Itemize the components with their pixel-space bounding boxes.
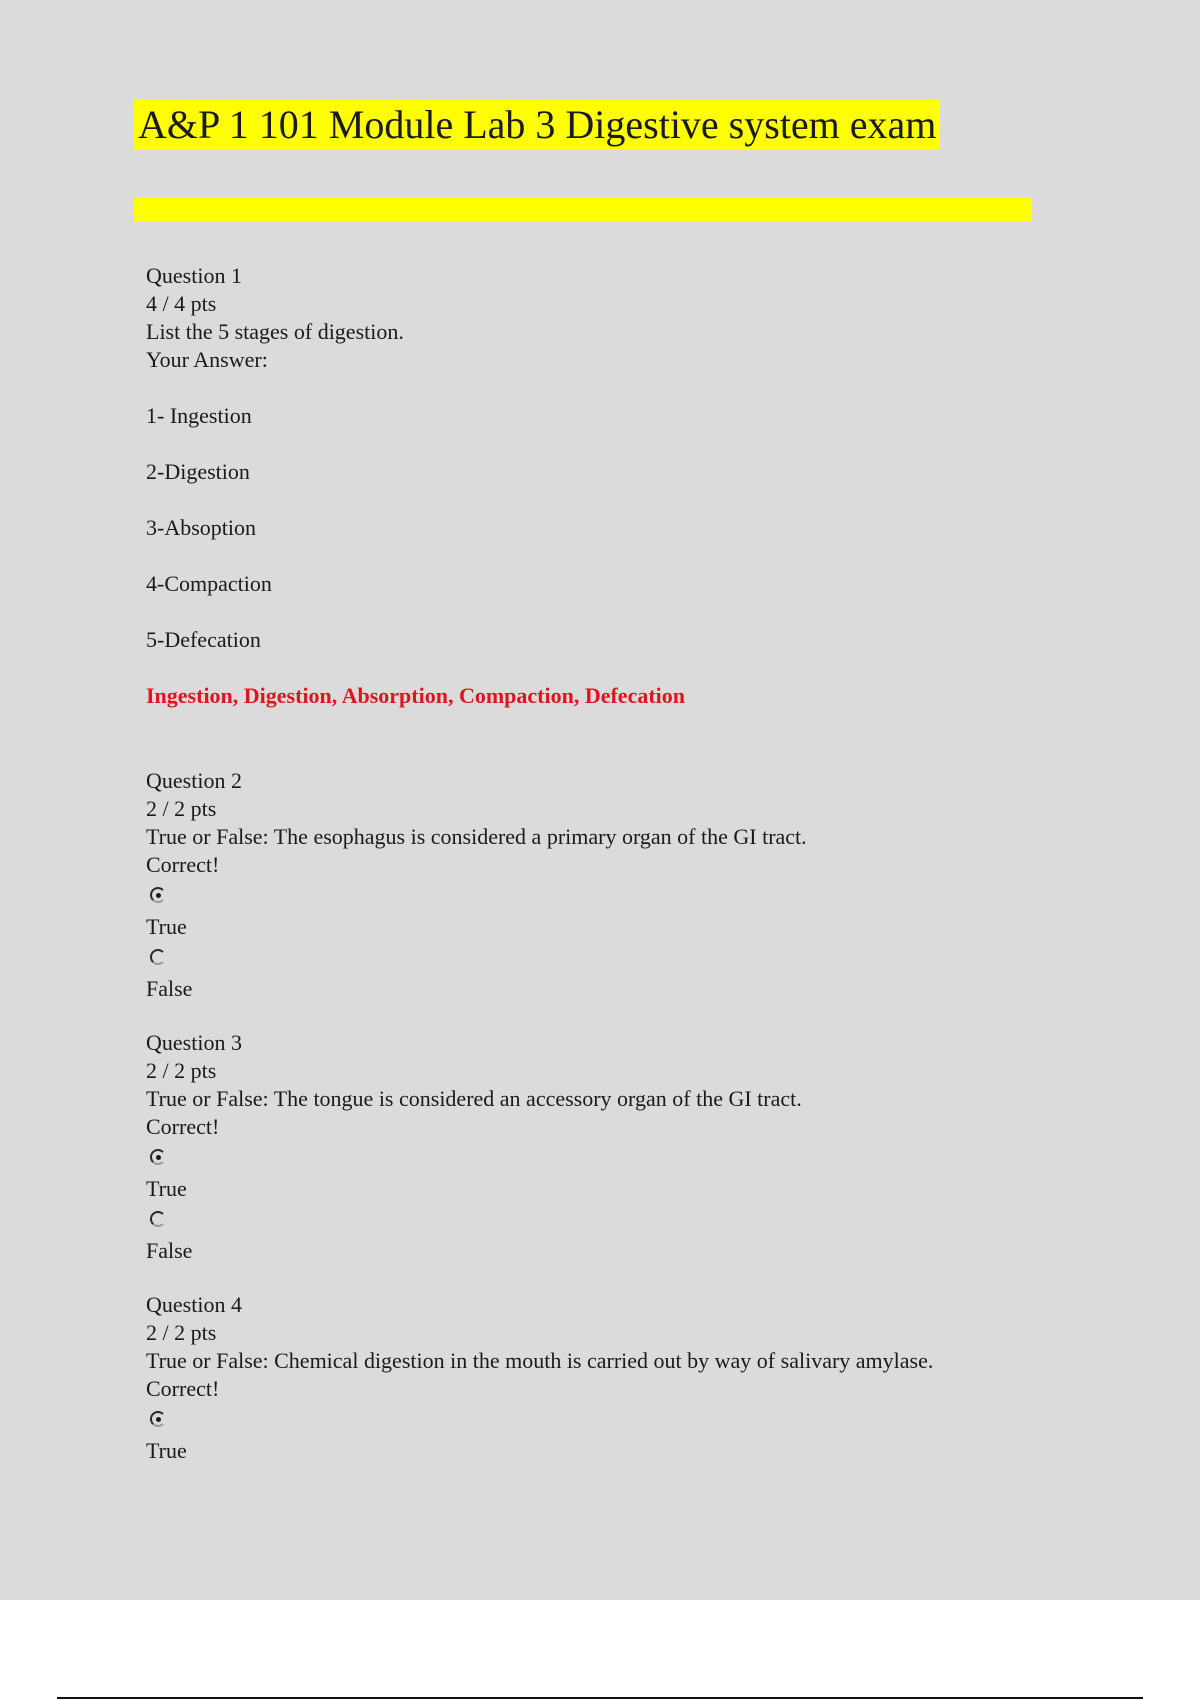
radio-true-selected-icon[interactable] bbox=[150, 1411, 166, 1427]
question-4 bbox=[146, 1291, 1146, 1465]
feedback-correct: Correct! bbox=[146, 1376, 220, 1401]
radio-false-icon[interactable] bbox=[150, 949, 166, 965]
question-points: 2 / 2 pts bbox=[146, 1058, 217, 1083]
question-prompt: True or False: The tongue is considered an accessory organ of the GI tract. bbox=[146, 1086, 802, 1111]
question-heading: Question 3 bbox=[146, 1030, 242, 1055]
question-3 bbox=[146, 1029, 1146, 1265]
radio-true-selected-icon[interactable] bbox=[150, 1149, 166, 1165]
answer-stage-1: 1- Ingestion bbox=[146, 403, 252, 428]
question-heading: Question 2 bbox=[146, 768, 242, 793]
correct-answer-text: Ingestion, Digestion, Absorption, Compaction, Defecation bbox=[146, 683, 686, 708]
question-1 bbox=[146, 262, 1146, 710]
question-points: 2 / 2 pts bbox=[146, 796, 217, 821]
question-prompt: True or False: The esophagus is considered a primary organ of the GI tract. bbox=[146, 824, 807, 849]
option-true-label: True bbox=[146, 1176, 187, 1201]
option-true-label: True bbox=[146, 1438, 187, 1463]
radio-false-icon[interactable] bbox=[150, 1211, 166, 1227]
feedback-correct: Correct! bbox=[146, 852, 220, 877]
option-false-label: False bbox=[146, 976, 193, 1001]
question-points: 4 / 4 pts bbox=[146, 291, 217, 316]
question-prompt: True or False: Chemical digestion in the mouth is carried out by way of salivary amylase. bbox=[146, 1348, 934, 1373]
highlight-bar bbox=[134, 197, 1032, 222]
question-2 bbox=[146, 767, 1146, 1003]
footer-divider bbox=[57, 1697, 1143, 1699]
option-false-label: False bbox=[146, 1238, 193, 1263]
exam-content bbox=[146, 262, 1146, 1473]
question-points: 2 / 2 pts bbox=[146, 1320, 217, 1345]
question-heading: Question 4 bbox=[146, 1292, 242, 1317]
option-true-label: True bbox=[146, 914, 187, 939]
question-heading: Question 1 bbox=[146, 263, 242, 288]
page-title: A&P 1 101 Module Lab 3 Digestive system exam bbox=[134, 100, 940, 150]
your-answer-label: Your Answer: bbox=[146, 347, 268, 372]
feedback-correct: Correct! bbox=[146, 1114, 220, 1139]
answer-stage-5: 5-Defecation bbox=[146, 627, 261, 652]
answer-stage-2: 2-Digestion bbox=[146, 459, 250, 484]
radio-true-selected-icon[interactable] bbox=[150, 887, 166, 903]
answer-stage-4: 4-Compaction bbox=[146, 571, 272, 596]
question-prompt: List the 5 stages of digestion. bbox=[146, 319, 404, 344]
answer-stage-3: 3-Absoption bbox=[146, 515, 256, 540]
